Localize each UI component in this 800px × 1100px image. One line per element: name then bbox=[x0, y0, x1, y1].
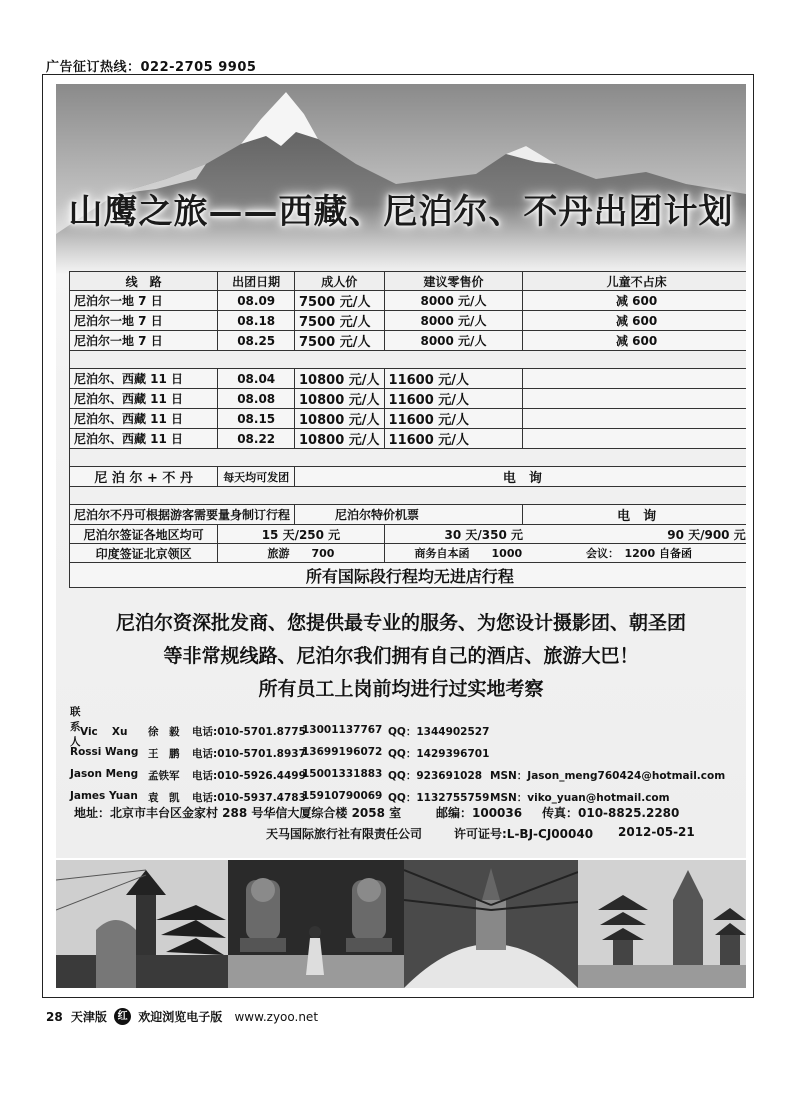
visa-business-value: 商务自本函 1000 bbox=[414, 547, 523, 560]
contact-cn-name: 孟铁军 bbox=[148, 770, 180, 782]
child-price-cell bbox=[523, 429, 746, 449]
header-date: 出团日期 bbox=[218, 272, 295, 291]
table-row-visa-nepal bbox=[70, 525, 747, 544]
inquire-price-cell: 电 询 bbox=[295, 467, 746, 487]
retail-price-cell: 8000 元/人 bbox=[384, 331, 523, 351]
retail-price-cell: 8000 元/人 bbox=[384, 291, 523, 311]
contact-mobile: 13699196072 bbox=[302, 746, 383, 758]
adult-price-cell: 10800 元/人 bbox=[295, 429, 385, 449]
contact-cn-name: 袁 凯 bbox=[148, 792, 180, 804]
route-cell: 尼泊尔一地 7 日 bbox=[70, 311, 218, 331]
table-row bbox=[70, 409, 747, 429]
adult-price-cell: 7500 元/人 bbox=[295, 331, 385, 351]
license-number: 许可证号:L-BJ-CJ00040 bbox=[454, 827, 594, 841]
visa-label-cell: 尼泊尔签证各地区均可 bbox=[70, 525, 218, 544]
table-row-bhutan bbox=[70, 467, 747, 487]
custom-itinerary-cell: 尼泊尔不丹可根据游客需要量身制订行程 bbox=[70, 505, 295, 525]
route-cell: 尼泊尔、西藏 11 日 bbox=[70, 389, 218, 409]
route-cell: 尼泊尔、西藏 11 日 bbox=[70, 429, 218, 449]
contact-qq: QQ：923691028 bbox=[388, 770, 483, 782]
contact-phone: 电话:010-5937.4783 bbox=[192, 792, 306, 804]
mountain-banner bbox=[56, 84, 746, 274]
date-cell: 08.04 bbox=[218, 369, 295, 389]
route-cell: 尼泊尔一地 7 日 bbox=[70, 291, 218, 311]
air-ticket-cell: 尼泊尔特价机票 bbox=[295, 505, 523, 525]
stupa-temple-photo bbox=[56, 860, 228, 988]
table-row bbox=[70, 369, 747, 389]
edition-label: 天津版 bbox=[70, 1010, 107, 1024]
contact-name: Jason Meng bbox=[70, 768, 139, 780]
travel-advert bbox=[56, 84, 746, 858]
boudhanath-stupa-photo bbox=[404, 860, 578, 988]
table-header-row bbox=[70, 272, 747, 291]
route-cell: 尼 泊 尔 + 不 丹 bbox=[70, 467, 218, 487]
route-cell: 尼泊尔一地 7 日 bbox=[70, 331, 218, 351]
durbar-square-photo bbox=[578, 860, 746, 988]
contact-cn-name: 王 鹏 bbox=[148, 748, 180, 760]
red-badge-icon: 红 bbox=[114, 1008, 131, 1025]
adult-price-cell: 10800 元/人 bbox=[295, 369, 385, 389]
date-cell: 08.09 bbox=[218, 291, 295, 311]
retail-price-cell: 11600 元/人 bbox=[384, 409, 523, 429]
table-separator bbox=[70, 449, 747, 467]
company-name: 天马国际旅行社有限责任公司 bbox=[266, 827, 423, 841]
header-retail-price: 建议零售价 bbox=[384, 272, 523, 291]
contact-name: Vic Xu bbox=[80, 726, 128, 738]
contact-phone: 电话:010-5701.8937 bbox=[192, 748, 306, 760]
page-footer bbox=[46, 1008, 318, 1025]
fax: 传真：010-8825.2280 bbox=[542, 806, 680, 820]
contact-mobile: 13001137767 bbox=[302, 724, 383, 736]
child-price-cell: 减 600 bbox=[523, 331, 746, 351]
temple-guardians-photo bbox=[228, 860, 404, 988]
adult-price-cell: 7500 元/人 bbox=[295, 291, 385, 311]
header-route: 线 路 bbox=[70, 272, 218, 291]
mountain-illustration bbox=[56, 84, 746, 274]
visa-label-cell: 印度签证北京领区 bbox=[70, 544, 218, 563]
table-row bbox=[70, 291, 747, 311]
slogan-line: 尼泊尔资深批发商、您提供最专业的服务、为您设计摄影团、朝圣团 bbox=[115, 612, 686, 634]
route-cell: 尼泊尔、西藏 11 日 bbox=[70, 369, 218, 389]
visa-90-value: 90 天/900 元 bbox=[667, 527, 746, 542]
date-cell: 08.25 bbox=[218, 331, 295, 351]
footer-url[interactable]: www.zyoo.net bbox=[234, 1009, 319, 1024]
table-row-notice bbox=[70, 563, 747, 588]
date-cell: 08.22 bbox=[218, 429, 295, 449]
contact-qq: QQ：1132755759 bbox=[388, 792, 490, 804]
contact-phone: 电话:010-5926.4499 bbox=[192, 770, 306, 782]
table-row-visa-india bbox=[70, 544, 747, 563]
ad-hotline: 广告征订热线：022-2705 9905 bbox=[46, 60, 257, 75]
visa-conference-value: 会议： 1200 自备函 bbox=[586, 547, 692, 560]
visa-tourism-cell: 旅游 700 bbox=[218, 544, 384, 563]
headline: 山鹰之旅——西藏、尼泊尔、不丹出团计划 bbox=[68, 192, 734, 232]
inquire-price-cell: 电 询 bbox=[523, 505, 746, 525]
contact-qq: QQ：1344902527 bbox=[388, 726, 490, 738]
header-child-price: 儿童不占床 bbox=[523, 272, 746, 291]
contact-phone: 电话:010-5701.8775 bbox=[192, 726, 306, 738]
page-number: 28 bbox=[46, 1009, 63, 1024]
header-adult-price: 成人价 bbox=[295, 272, 385, 291]
publish-date: 2012-05-21 bbox=[618, 825, 695, 839]
adult-price-cell: 10800 元/人 bbox=[295, 409, 385, 429]
contact-label: 联系人 bbox=[70, 706, 81, 748]
visa-30-90-cell bbox=[384, 525, 746, 544]
table-row bbox=[70, 331, 747, 351]
photo-strip bbox=[56, 860, 746, 988]
no-shopping-notice: 所有国际段行程均无进店行程 bbox=[70, 563, 747, 588]
table-row bbox=[70, 429, 747, 449]
date-cell: 08.18 bbox=[218, 311, 295, 331]
zip-code: 邮编：100036 bbox=[436, 806, 523, 820]
contact-mobile: 15910790069 bbox=[302, 790, 383, 802]
footer-welcome: 欢迎浏览电子版 bbox=[138, 1010, 223, 1024]
retail-price-cell: 11600 元/人 bbox=[384, 429, 523, 449]
adult-price-cell: 7500 元/人 bbox=[295, 311, 385, 331]
slogan-line: 所有员工上岗前均进行过实地考察 bbox=[258, 678, 544, 700]
child-price-cell bbox=[523, 409, 746, 429]
table-row-custom bbox=[70, 505, 747, 525]
visa-business-cell bbox=[384, 544, 746, 563]
adult-price-cell: 10800 元/人 bbox=[295, 389, 385, 409]
date-cell: 08.08 bbox=[218, 389, 295, 409]
contact-msn: MSN：Jason_meng760424@hotmail.com bbox=[490, 770, 726, 782]
contact-msn: MSN：viko_yuan@hotmail.com bbox=[490, 792, 670, 804]
child-price-cell: 减 600 bbox=[523, 291, 746, 311]
contact-name: Rossi Wang bbox=[70, 746, 139, 758]
retail-price-cell: 11600 元/人 bbox=[384, 369, 523, 389]
contact-name: James Yuan bbox=[70, 790, 138, 802]
child-price-cell: 减 600 bbox=[523, 311, 746, 331]
contact-mobile: 15001331883 bbox=[302, 768, 383, 780]
child-price-cell bbox=[523, 389, 746, 409]
retail-price-cell: 8000 元/人 bbox=[384, 311, 523, 331]
visa-30-value: 30 天/350 元 bbox=[444, 527, 524, 542]
route-cell: 尼泊尔、西藏 11 日 bbox=[70, 409, 218, 429]
table-row bbox=[70, 311, 747, 331]
address: 地址：北京市丰台区金家村 288 号华信大厦综合楼 2058 室 bbox=[74, 806, 402, 820]
visa-15-cell: 15 天/250 元 bbox=[218, 525, 384, 544]
contact-qq: QQ：1429396701 bbox=[388, 748, 490, 760]
child-price-cell bbox=[523, 369, 746, 389]
table-separator bbox=[70, 351, 747, 369]
table-separator bbox=[70, 487, 747, 505]
date-cell: 08.15 bbox=[218, 409, 295, 429]
slogans bbox=[56, 607, 746, 706]
tour-price-table bbox=[69, 271, 746, 588]
retail-price-cell: 11600 元/人 bbox=[384, 389, 523, 409]
date-cell: 每天均可发团 bbox=[218, 467, 295, 487]
contact-cn-name: 徐 毅 bbox=[148, 726, 180, 738]
table-row bbox=[70, 389, 747, 409]
slogan-line: 等非常规线路、尼泊尔我们拥有自己的酒店、旅游大巴！ bbox=[163, 645, 639, 667]
